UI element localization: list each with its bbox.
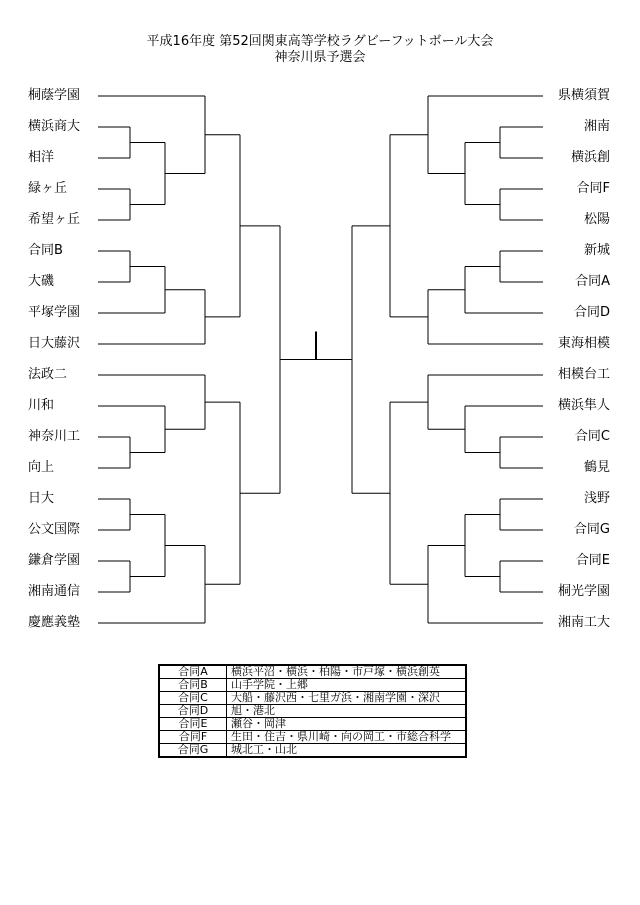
team-name-right: 新城 [583,243,610,258]
team-name-left: 湘南通信 [28,584,81,599]
team-name-right: 合同G [573,522,610,537]
team-name-left: 日大藤沢 [28,336,81,351]
team-name-left: 桐蔭学園 [28,88,81,103]
team-name-left: 相洋 [28,150,55,165]
team-name-right: 桐光学園 [557,584,610,599]
team-name-right: 鶴見 [583,460,610,475]
legend-members: 大船・藤沢西・七里ガ浜・湘南学園・深沢 [227,692,467,705]
team-name-left: 神奈川工 [28,429,81,444]
legend-code: 合同F [159,731,227,744]
legend-row [159,705,466,718]
legend-row [159,692,466,705]
team-name-right: 合同A [575,274,610,289]
legend-row [159,718,466,731]
legend-row [159,744,466,758]
team-name-left: 大磯 [28,274,55,289]
legend-members: 生田・住吉・県川崎・向の岡工・市総合科学 [227,731,467,744]
team-name-left: 鎌倉学園 [28,553,81,568]
legend-members: 瀬谷・岡津 [227,718,467,731]
team-name-left: 公文国際 [28,522,81,537]
team-name-right: 横浜創 [570,150,610,165]
team-name-left: 合同B [28,243,63,258]
team-name-left: 法政二 [28,367,68,382]
legend-code: 合同E [159,718,227,731]
tournament-subtitle: 神奈川県予選会 [274,50,366,65]
team-name-right: 合同F [576,181,610,196]
team-name-right: 県横須賀 [557,88,610,103]
team-name-left: 慶應義塾 [28,615,81,630]
legend-code: 合同B [159,679,227,692]
team-name-right: 湘南工大 [557,615,610,630]
legend-code: 合同D [159,705,227,718]
team-name-left: 川和 [28,398,55,413]
legend-members: 横浜平沼・横浜・柏陽・市戸塚・横浜創英 [227,665,467,679]
legend-members: 山手学院・上郷 [227,679,467,692]
team-name-right: 合同C [574,429,610,444]
legend-code: 合同A [159,665,227,679]
team-name-left: 希望ヶ丘 [28,212,81,227]
legend-row [159,731,466,744]
team-name-right: 湘南 [583,119,610,134]
legend-row [159,679,466,692]
legend-code: 合同G [159,744,227,758]
team-name-left: 平塚学園 [28,305,81,320]
team-name-right: 浅野 [583,491,610,506]
tournament-title: 平成16年度 第52回関東高等学校ラグビーフットボール大会 [146,34,494,49]
team-name-left: 緑ヶ丘 [28,181,68,196]
team-name-right: 横浜隼人 [557,398,610,413]
team-name-left: 横浜商大 [28,119,81,134]
team-name-left: 向上 [28,460,55,475]
team-name-left: 日大 [28,491,55,506]
legend-members: 城北工・山北 [227,744,467,758]
team-name-right: 松陽 [583,212,610,227]
legend-members: 旭・港北 [227,705,467,718]
legend-row [159,665,466,679]
team-name-right: 東海相模 [557,336,610,351]
joint-team-legend [158,664,467,758]
team-name-right: 合同D [573,305,610,320]
team-name-right: 合同E [575,553,610,568]
team-name-right: 相模台工 [557,367,610,382]
legend-code: 合同C [159,692,227,705]
